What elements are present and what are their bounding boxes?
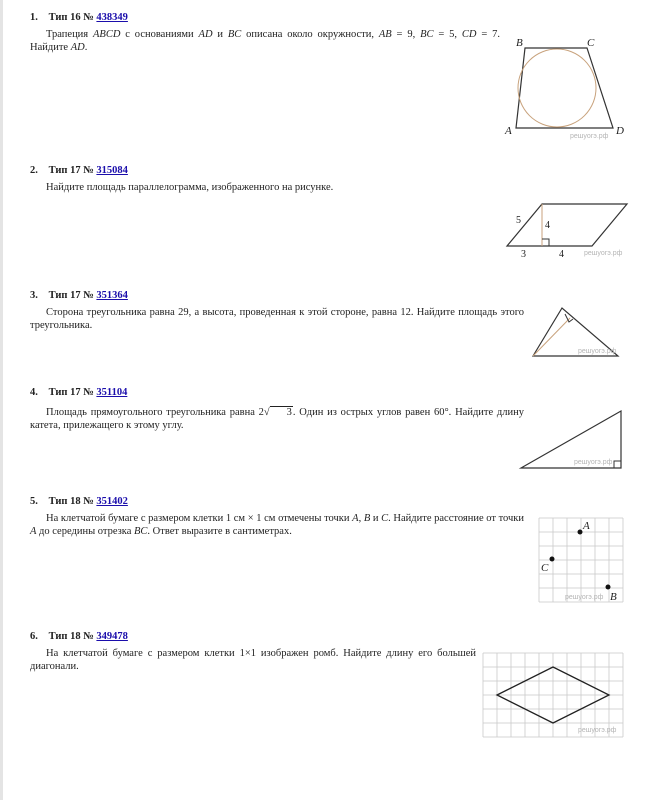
page-edge [0,0,3,800]
problem-header [30,630,476,643]
problem-id-link[interactable]: 351402 [96,496,128,507]
problem-text: На клетчатой бумаге с размером клетки 1×1 изображен ромб. Найдите длину его большей диагонали. [30,648,476,672]
problem-4 [30,386,524,432]
problem-5 [30,495,524,538]
problem-header [30,495,524,508]
label-C: C [587,37,595,49]
problem-header [30,289,524,302]
problem-3 [30,289,524,332]
label-A: A [583,520,590,532]
problem-text: Сторона треугольника равна 29, а высота, проведенная к этой стороне, равна 12. Найдите площадь этого треугольника. [30,307,524,331]
problem-number: 4. [30,387,38,398]
point-B [606,585,611,590]
problem-number: 3. [30,290,38,301]
problem-id-link[interactable]: 351104 [96,387,128,398]
problem-number: 1. [30,12,38,23]
problem-header [30,11,500,24]
sqrt-radicand: 3 [270,406,293,418]
problem-number: 6. [30,631,38,642]
triangle-figure [520,295,630,365]
sqrt-coefficient: 2 [258,407,264,418]
problem-id-link[interactable]: 349478 [96,631,128,642]
problem-type: Тип 17 № [48,165,94,176]
rhombus-grid-figure [483,653,623,737]
right-angle-mark [542,239,549,246]
label-B: B [516,37,523,49]
point-C [550,557,555,562]
label-B: B [610,591,617,603]
watermark: решуогэ.рф [578,348,617,355]
label-height: 4 [545,220,550,231]
label-C: C [541,562,549,574]
trapezoid-figure [500,30,640,140]
parallelogram-shape [507,204,627,246]
parallelogram-figure [500,195,640,265]
watermark: решуогэ.рф [570,133,609,140]
problem-6 [30,630,476,673]
problem-text: Площадь прямоугольного треугольника равна 2√ 3. Один из острых углов равен 60°. Найдите длину катета, прилежащего к этому углу. [30,407,524,431]
problem-id-link[interactable]: 315084 [96,165,128,176]
problem-type: Тип 17 № [48,290,94,301]
point-A [578,530,583,535]
problem-text: На клетчатой бумаге с размером клетки 1 см × 1 см отмечены точки A, B и C. Найдите расстояние от точки A до середины отрезка BC. Ответ выразите в сантиметрах. [30,513,524,537]
watermark: решуогэ.рф [565,594,604,601]
grid-lines [483,653,623,737]
watermark: решуогэ.рф [578,727,617,734]
problem-number: 2. [30,165,38,176]
problem-id-link[interactable]: 351364 [96,290,128,301]
problem-type: Тип 16 № [48,12,94,23]
grid-points-figure [539,518,629,608]
inscribed-circle [518,49,596,127]
problem-number: 5. [30,496,38,507]
label-A: A [505,125,512,137]
right-angle-mark [614,461,621,468]
right-angle-mark [565,314,573,322]
problem-1 [30,11,500,54]
label-D: D [616,125,624,137]
problem-type: Тип 18 № [48,496,94,507]
problem-header [30,386,524,399]
label-left-segment: 3 [521,249,526,260]
watermark: решуогэ.рф [574,459,613,466]
label-right-segment: 4 [559,249,564,260]
problem-type: Тип 18 № [48,631,94,642]
problem-type: Тип 17 № [48,387,94,398]
problem-2 [30,164,500,194]
problem-header [30,164,500,177]
right-triangle-figure [510,400,640,475]
watermark: решуогэ.рф [584,250,623,257]
altitude-line [533,318,570,356]
problem-text: Трапеция ABCD с основаниями AD и BC описана около окружности, AB = 9, BC = 5, CD = 7. Найдите AD. [30,29,501,53]
problem-id-link[interactable]: 438349 [96,12,128,23]
problem-text: Найдите площадь параллелограмма, изображенного на рисунке. [46,182,334,193]
label-side: 5 [516,215,521,226]
